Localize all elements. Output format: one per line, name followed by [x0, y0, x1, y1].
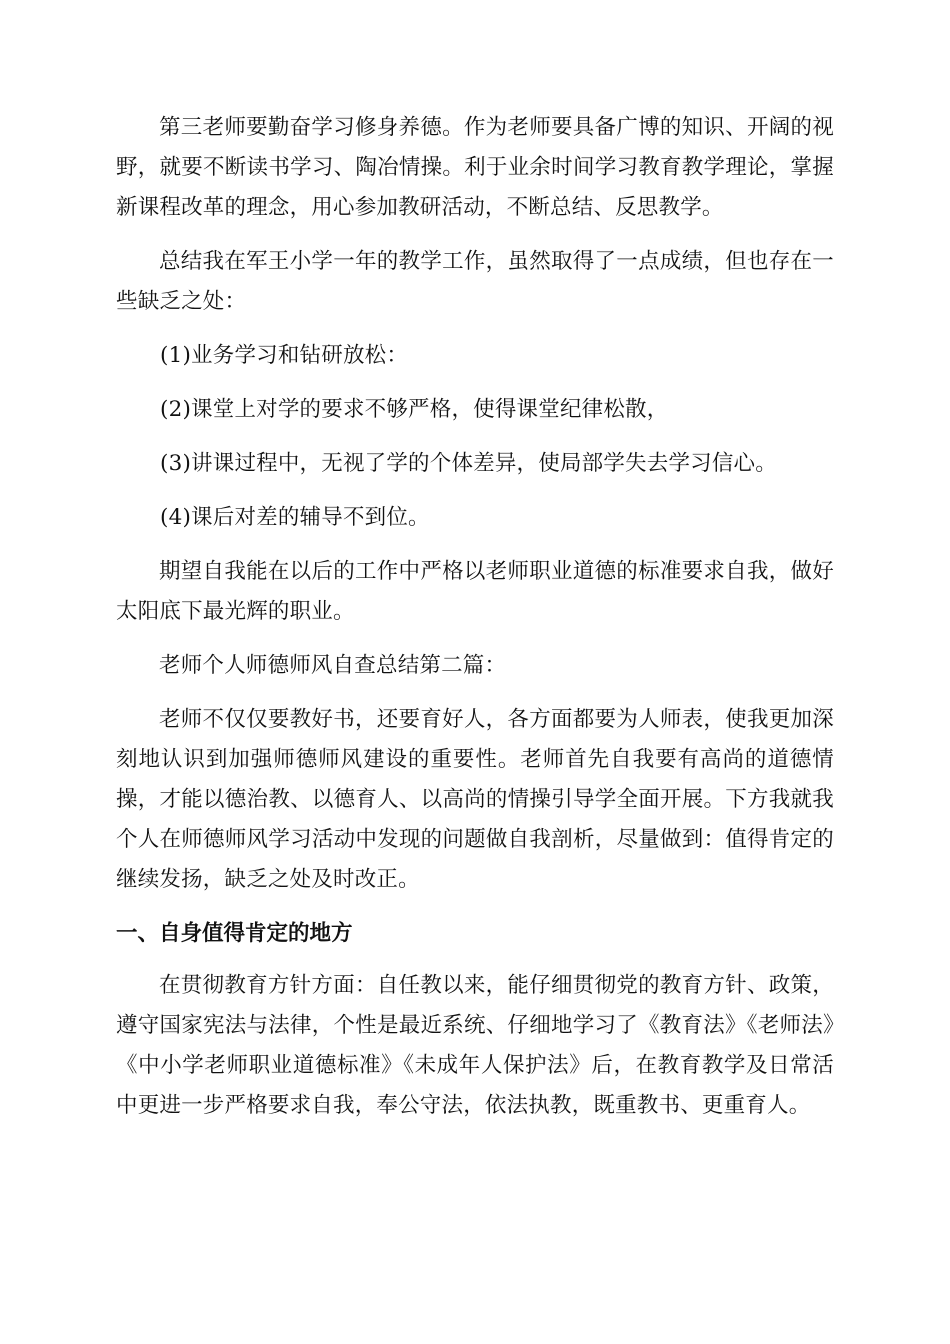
paragraph-teacher-role: 老师不仅仅要教好书，还要育好人，各方面都要为人师表，使我更加深刻地认识到加强师德师风建设的重要性。老师首先自我要有高尚的道德情操，才能以德治教、以德育人、以高尚的情操引导学全面开展。下方我就我个人在师德师风学习活动中发现的问题做自我剖析，尽量做到：值得肯定的继续发扬，缺乏之处及时改正。 — [116, 707, 834, 892]
paragraph-study-virtue: 第三老师要勤奋学习修身养德。作为老师要具备广博的知识、开阔的视野，就要不断读书学习、陶冶情操。利于业余时间学习教育教学理论，掌握新课程改革的理念，用心参加教研活动，不断总结、反思教学。 — [116, 115, 834, 220]
list-item-4: (4)课后对差的辅导不到位。 — [160, 505, 430, 530]
paragraph-education-policy: 在贯彻教育方针方面：自任教以来，能仔细贯彻党的教育方针、政策，遵守国家宪法与法律，个性是最近系统、仔细地学习了《教育法》《老师法》《中小学老师职业道德标准》《未成年人保护法》后，在教育教学及日常活中更进一步严格要求自我，奉公守法，依法执教，既重教书、更重育人。 — [116, 973, 834, 1118]
document-body — [116, 108, 834, 1140]
section-heading: 一、自身值得肯定的地方 — [116, 921, 353, 946]
paragraph-second-title: 老师个人师德师风自查总结第二篇： — [159, 653, 507, 678]
list-item-3: (3)讲课过程中，无视了学的个体差异，使局部学失去学习信心。 — [160, 451, 777, 476]
paragraph-hope: 期望自我能在以后的工作中严格以老师职业道德的标准要求自我，做好太阳底下最光辉的职业。 — [116, 559, 834, 624]
list-item-2: (2)课堂上对学的要求不够严格，使得课堂纪律松散， — [160, 397, 669, 422]
paragraph-summary-intro: 总结我在军王小学一年的教学工作，虽然取得了一点成绩，但也存在一些缺乏之处： — [116, 249, 834, 314]
list-item-1: (1)业务学习和钻研放松： — [160, 343, 409, 368]
